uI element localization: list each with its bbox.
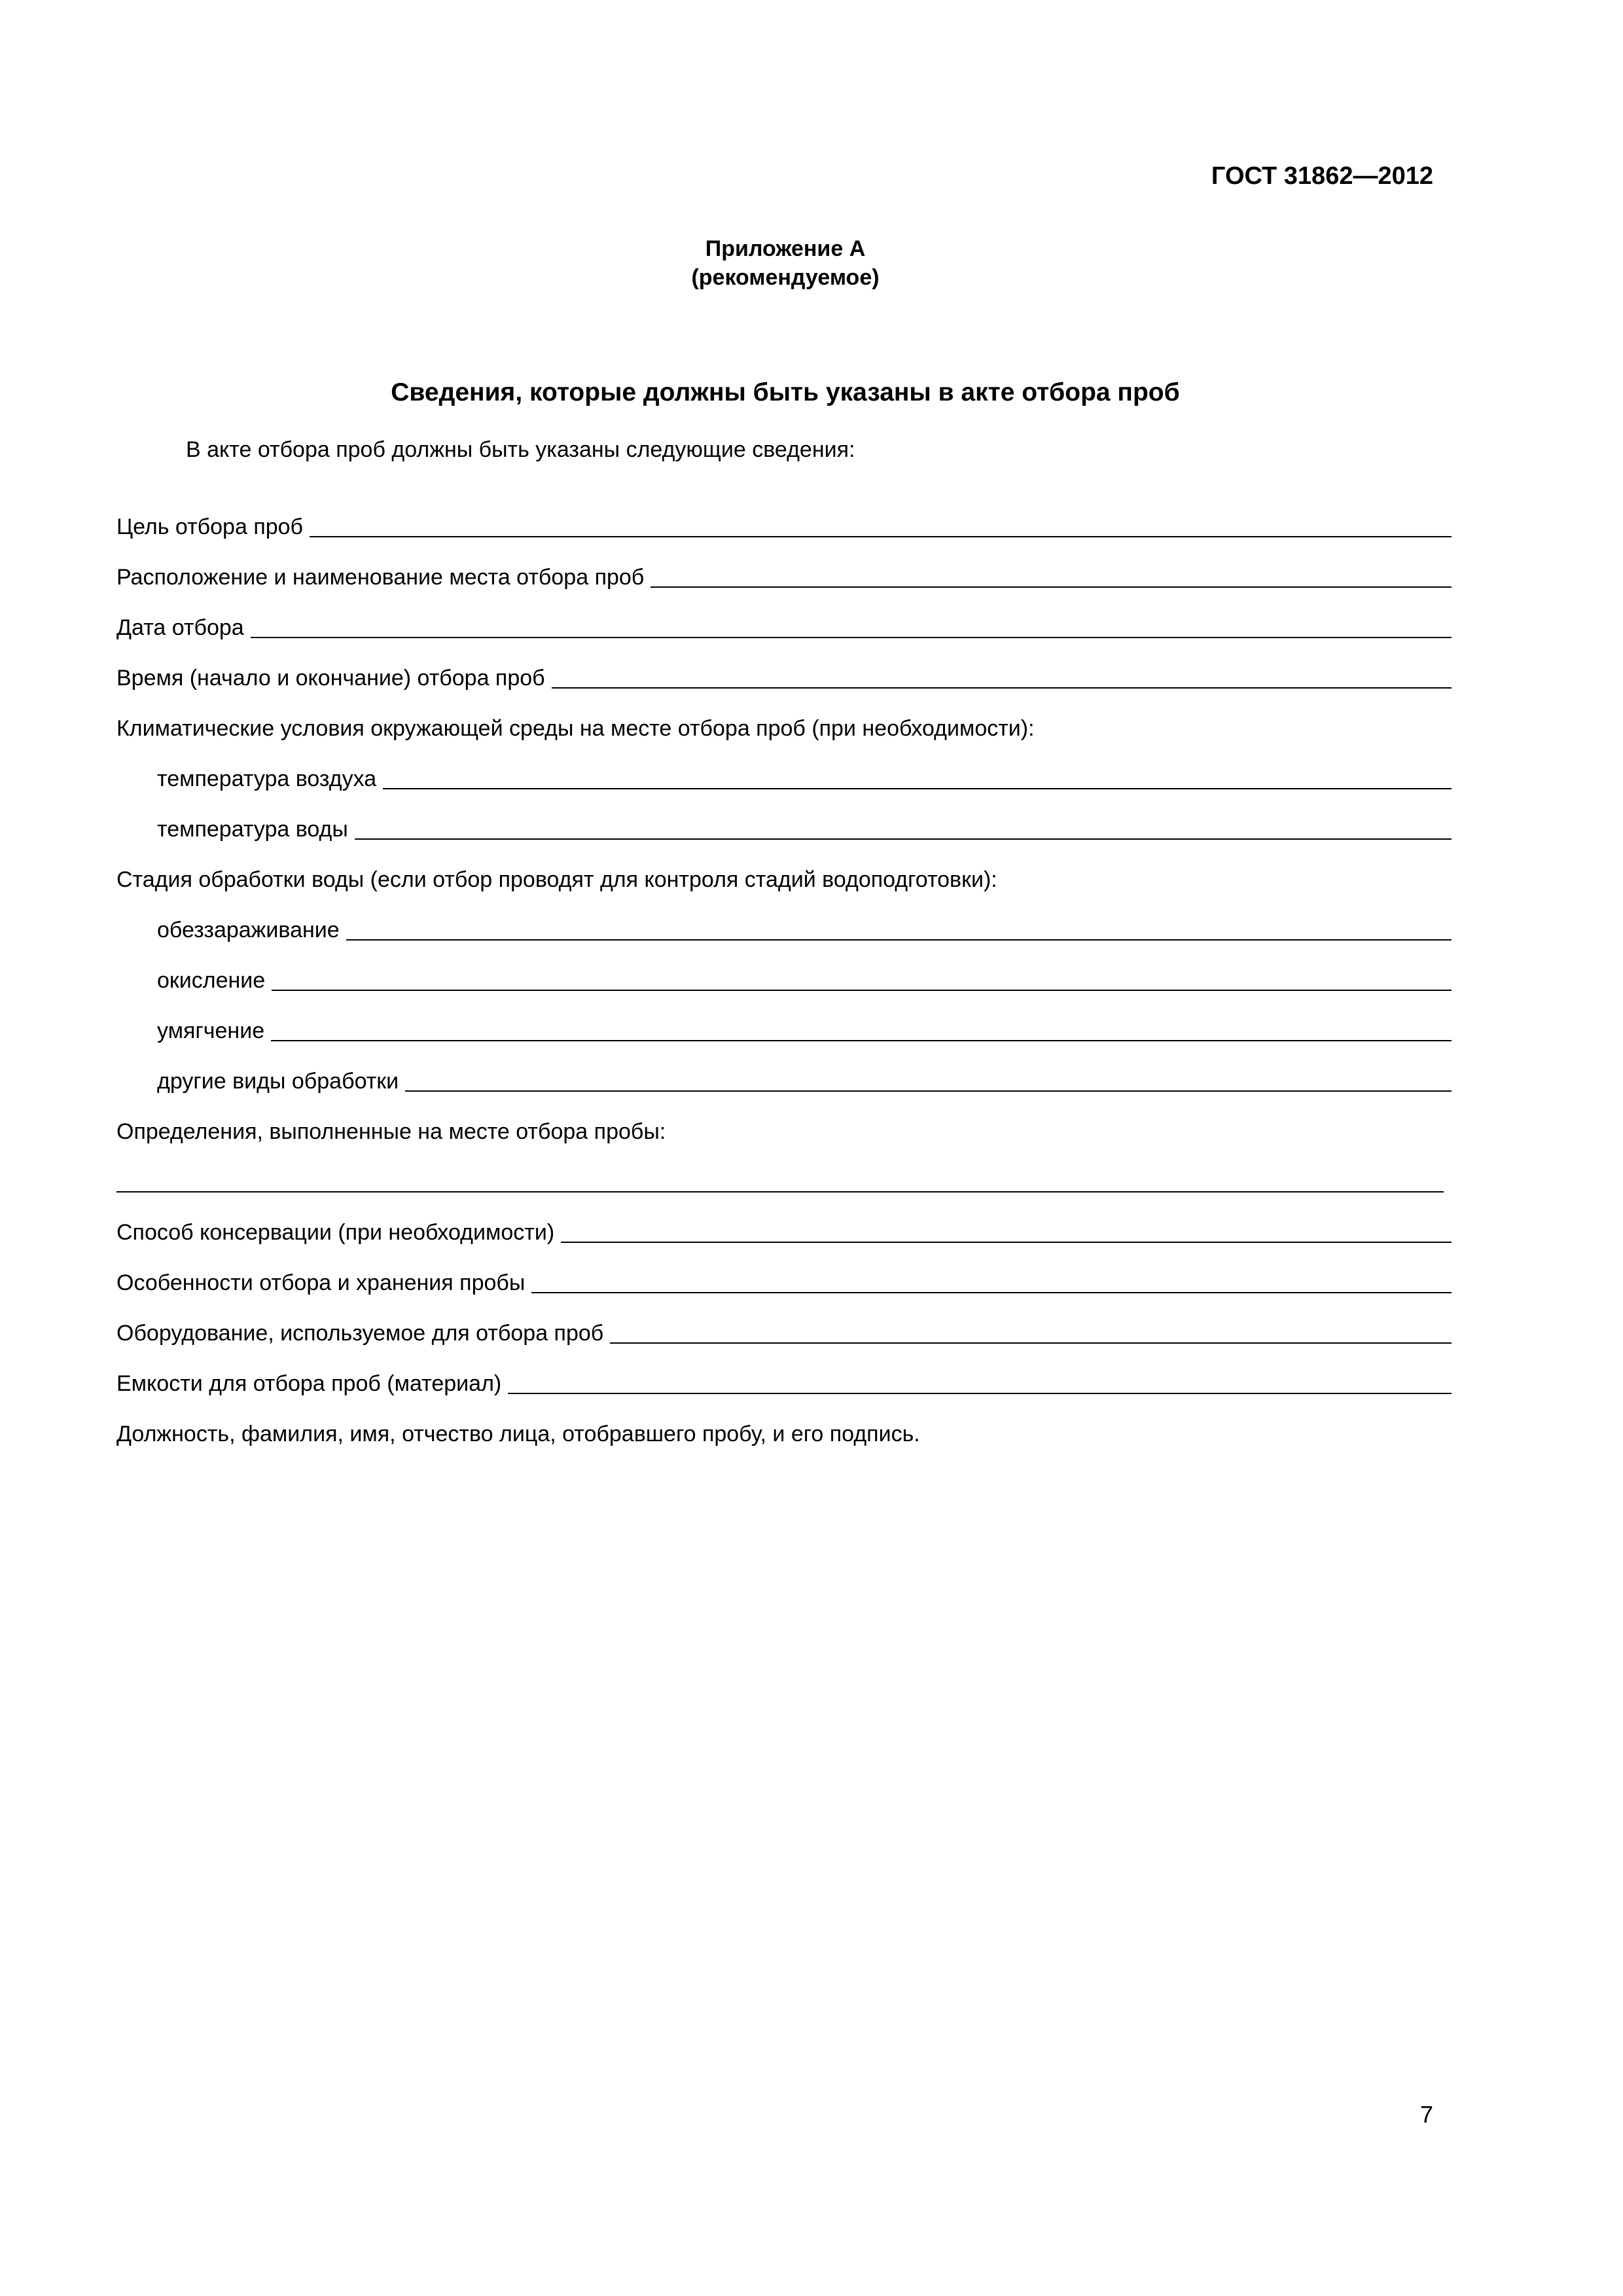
fill-line[interactable]	[310, 512, 1452, 537]
field-storage	[116, 1246, 1452, 1296]
field-softening	[116, 994, 1452, 1044]
field-signatory	[116, 1397, 1452, 1447]
fill-line[interactable]	[531, 1268, 1452, 1293]
field-label: Расположение и наименование места отбора проб	[116, 565, 645, 590]
field-location	[116, 540, 1452, 590]
fill-line[interactable]	[272, 966, 1452, 991]
field-preservation	[116, 1195, 1452, 1246]
field-time	[116, 641, 1452, 691]
field-onsite-determinations	[116, 1094, 1452, 1145]
field-label: Способ консервации (при необходимости)	[116, 1220, 555, 1245]
fill-line[interactable]	[405, 1067, 1452, 1092]
field-other-treatment	[116, 1044, 1452, 1094]
fill-line[interactable]	[251, 613, 1452, 638]
field-label: Дата отбора	[116, 615, 244, 640]
field-water-temp	[116, 792, 1452, 842]
field-disinfection	[116, 893, 1452, 943]
field-treatment-stage	[116, 842, 1452, 893]
field-label: Должность, фамилия, имя, отчество лица, отобравшего пробу, и его подпись.	[116, 1422, 920, 1446]
fill-line[interactable]	[355, 815, 1452, 840]
field-label: Оборудование, используемое для отбора проб	[116, 1321, 604, 1346]
document-code: ГОСТ 31862—2012	[1211, 162, 1433, 190]
page-number: 7	[1419, 2101, 1433, 2128]
field-onsite-determinations-line	[116, 1145, 1452, 1195]
field-date	[116, 590, 1452, 641]
fill-line[interactable]	[610, 1319, 1452, 1344]
field-climate	[116, 691, 1452, 742]
fill-line[interactable]	[508, 1369, 1452, 1394]
field-label: Стадия обработки воды (если отбор проводят для контроля стадий водоподготовки):	[116, 867, 997, 892]
field-purpose	[116, 490, 1452, 540]
intro-text: В акте отбора проб должны быть указаны следующие сведения:	[186, 437, 855, 462]
field-label: Определения, выполненные на месте отбора пробы:	[116, 1119, 666, 1144]
fill-line[interactable]	[383, 764, 1452, 789]
section-title: Сведения, которые должны быть указаны в акте отбора проб	[391, 378, 1180, 406]
field-label: температура воды	[157, 817, 348, 842]
field-oxidation	[116, 943, 1452, 994]
field-containers	[116, 1346, 1452, 1397]
field-label: Емкости для отбора проб (материал)	[116, 1371, 502, 1396]
form-fields	[116, 490, 1452, 1447]
fill-line[interactable]	[346, 916, 1452, 941]
field-label: Особенности отбора и хранения пробы	[116, 1270, 526, 1295]
fill-line[interactable]	[651, 563, 1452, 588]
field-label: Цель отбора проб	[116, 514, 304, 539]
field-label: окисление	[157, 968, 266, 993]
annex-title: Приложение А	[705, 236, 866, 261]
fill-line[interactable]	[116, 1168, 1444, 1193]
field-label: температура воздуха	[157, 766, 377, 791]
field-label: умягчение	[157, 1018, 265, 1043]
field-label: обеззараживание	[157, 918, 340, 942]
annex-subtitle: (рекомендуемое)	[691, 265, 880, 290]
field-label: Климатические условия окружающей среды на месте отбора проб (при необходимости):	[116, 716, 1035, 741]
fill-line[interactable]	[271, 1016, 1452, 1041]
field-air-temp	[116, 742, 1452, 792]
field-label: другие виды обработки	[157, 1069, 399, 1094]
fill-line[interactable]	[561, 1218, 1452, 1243]
fill-line[interactable]	[552, 664, 1452, 689]
field-equipment	[116, 1296, 1452, 1346]
field-label: Время (начало и окончание) отбора проб	[116, 666, 545, 691]
annex-heading	[0, 234, 1571, 292]
